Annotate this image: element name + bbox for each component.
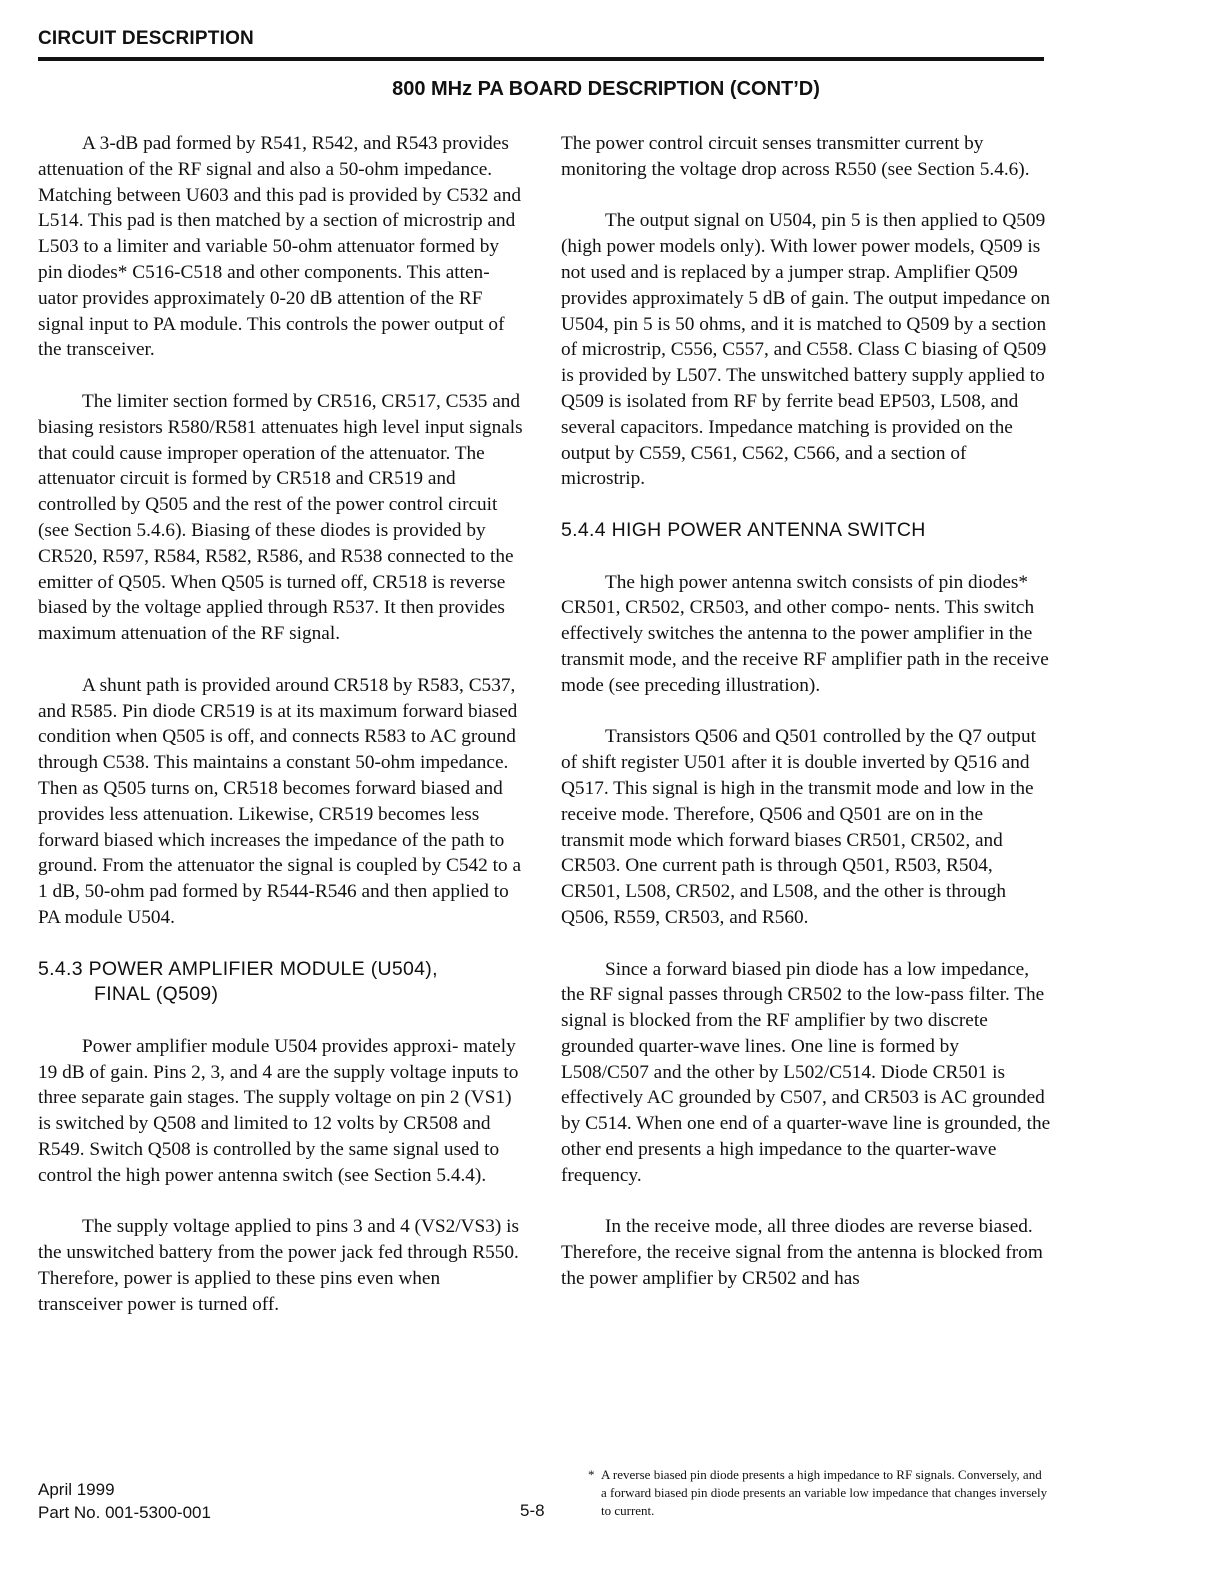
- header-rule: [38, 57, 1044, 61]
- right-column: [561, 131, 1051, 1318]
- paragraph: A 3-dB pad formed by R541, R542, and R543 provides attenuation of the RF signal and also a 50-ohm impedance. Matching between U603 and this pad is provided by C532 and L514. This pad is then matched by a section of microstrip and L503 to a limiter and variable 50-ohm attenuator formed by pin diodes* C516-C518 and other components. This atten- uator provides approximately 0-20 dB attention of the RF signal input to PA module. This controls the power output of the transceiver.: [38, 133, 522, 361]
- footer-info: [38, 1478, 211, 1524]
- page-heading: 800 MHz PA BOARD DESCRIPTION (CONT’D): [392, 78, 820, 100]
- subsection-heading-line1: 5.4.3 POWER AMPLIFIER MODULE (U504),: [38, 957, 438, 980]
- paragraph: A shunt path is provided around CR518 by R583, C537, and R585. Pin diode CR519 is at its maximum forward biased condition when Q505 is off, and connects R583 to AC ground through C538. This maintains a constant 50-ohm impedance. Then as Q505 turns on, CR518 becomes forward biased and provides less attenuation. Likewise, CR519 becomes less forward biased which increases the impedance of the path to ground. From the attenuator the signal is coupled by C542 to a 1 dB, 50-ohm pad formed by R544-R546 and then applied to PA module U504.: [38, 674, 522, 928]
- paragraph: The limiter section formed by CR516, CR517, C535 and biasing resistors R580/R581 attenuates high level input signals that could cause improper operation of the attenuator. The attenuator circuit is formed by CR518 and CR519 and controlled by Q505 and the rest of the power control circuit (see Section 5.4.6). Biasing of these diodes is provided by CR520, R597, R584, R582, R586, and R538 connected to the emitter of Q505. When Q505 is turned off, CR518 is reverse biased by the voltage applied through R537. It then provides maximum attenuation of the RF signal.: [38, 390, 523, 645]
- footer-part-number: Part No. 001-5300-001: [38, 1503, 211, 1522]
- paragraph: Transistors Q506 and Q501 controlled by the Q7 output of shift register U501 after it is double inverted by Q516 and Q517. This signal is high in the transmit mode and low in the receive mode. Therefore, Q506 and Q501 are on in the transmit mode which forward biases CR501, CR502, and CR503. One current path is through Q501, R503, R504, CR501, L508, CR502, and L508, and the other is through Q506, R559, CR503, and R560.: [561, 726, 1036, 928]
- section-label: CIRCUIT DESCRIPTION: [38, 28, 254, 49]
- left-column: [38, 131, 528, 1343]
- subsection-heading-line2: FINAL (Q509): [94, 983, 219, 1006]
- footer-date: April 1999: [38, 1480, 115, 1499]
- paragraph: The power control circuit senses transmitter current by monitoring the voltage drop across R550 (see Section 5.4.6).: [561, 133, 1030, 180]
- footnote-text: A reverse biased pin diode presents a high impedance to RF signals. Conversely, and a forward biased pin diode presents an variable low impedance that changes inversely to current.: [601, 1467, 1048, 1518]
- paragraph: The supply voltage applied to pins 3 and 4 (VS2/VS3) is the unswitched battery from the power jack fed through R550. Therefore, power is applied to these pins even when transceiver power is turned off.: [38, 1216, 520, 1315]
- page-number: 5-8: [520, 1501, 545, 1520]
- subsection-heading: 5.4.4 HIGH POWER ANTENNA SWITCH: [561, 518, 926, 541]
- footnote: [588, 1466, 1048, 1520]
- paragraph: The output signal on U504, pin 5 is then applied to Q509 (high power models only). With lower power models, Q509 is not used and is replaced by a jumper strap. Amplifier Q509 provides approximately 5 dB of gain. The output impedance on U504, pin 5 is 50 ohms, and it is matched to Q509 by a section of microstrip, C556, C557, and C558. Class C biasing of Q509 is provided by L507. The unswitched battery supply applied to Q509 is isolated from RF by ferrite bead EP503, L508, and several capacitors. Impedance matching is provided on the output by C559, C561, C562, C566, and a section of microstrip.: [561, 210, 1051, 490]
- paragraph: The high power antenna switch consists of pin diodes* CR501, CR502, CR503, and other compo- nents. This switch effectively switches the antenna to the power amplifier in the transmit mode, and the receive RF amplifier path in the receive mode (see preceding illustration).: [561, 571, 1049, 696]
- footnote-marker: *: [588, 1467, 595, 1482]
- paragraph: Since a forward biased pin diode has a low impedance, the RF signal passes through CR502 to the low-pass filter. The signal is blocked from the RF amplifier by two discrete grounded quarter-wave lines. One line is formed by L508/C507 and the other by L502/C514. Diode CR501 is effectively AC grounded by C507, and CR503 is AC grounded by C514. When one end of a quarter-wave line is grounded, the other end presents a high impedance to the quarter-wave frequency.: [561, 958, 1051, 1186]
- paragraph: In the receive mode, all three diodes are reverse biased. Therefore, the receive signal from the antenna is blocked from the power amplifier by CR502 and has: [561, 1216, 1043, 1290]
- subsection-heading: [38, 957, 528, 1009]
- paragraph: Power amplifier module U504 provides approxi- mately 19 dB of gain. Pins 2, 3, and 4 are the supply voltage inputs to three separate gain stages. The supply voltage on pin 2 (VS1) is switched by Q508 and limited to 12 volts by CR508 and R549. Switch Q508 is controlled by the same signal used to control the high power antenna switch (see Section 5.4.4).: [38, 1035, 519, 1186]
